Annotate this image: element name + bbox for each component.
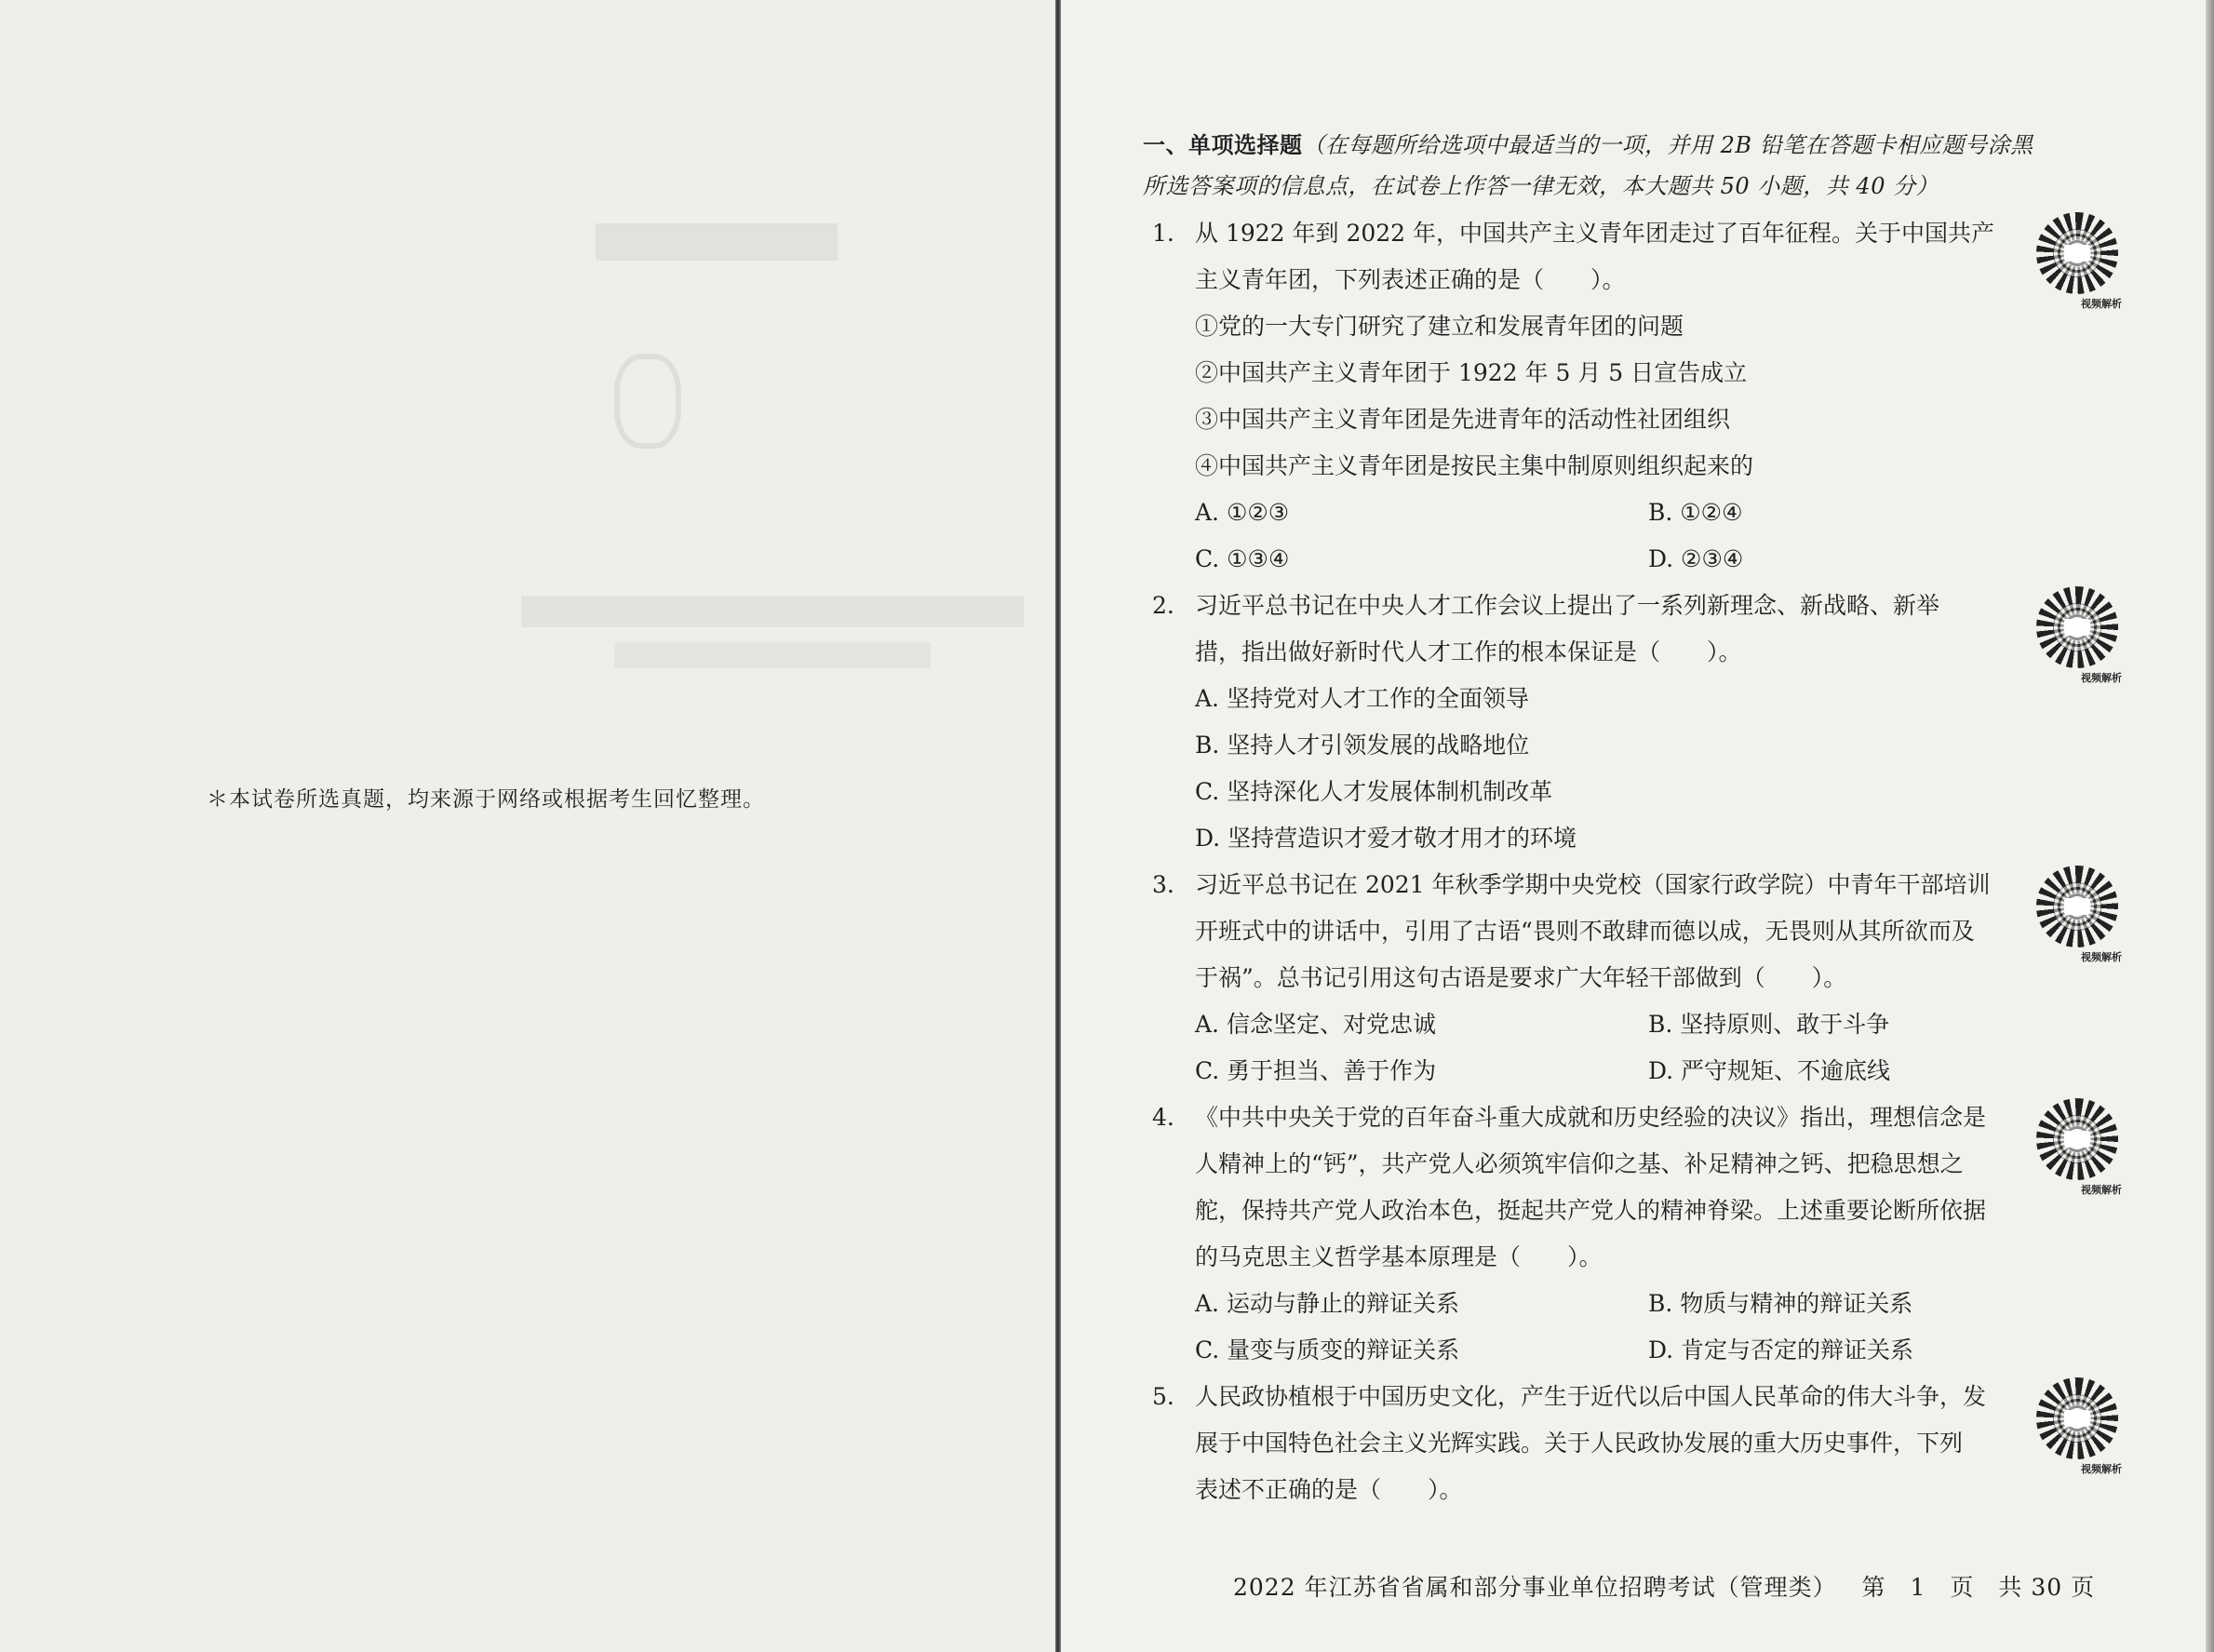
statement: ②中国共产主义青年团于 1922 年 5 月 5 日宣告成立: [1195, 359, 1748, 386]
question-3: [1143, 862, 2122, 1095]
option-a: A. 信念坚定、对党忠诚: [1195, 1011, 1436, 1038]
question-number: 4.: [1152, 1104, 1174, 1131]
option-c: C. 量变与质变的辩证关系: [1195, 1336, 1460, 1363]
statement: ③中国共产主义青年团是先进青年的活动性社团组织: [1195, 406, 1731, 433]
section-title: 一、单项选择题: [1143, 131, 1303, 158]
page-edge: [2206, 0, 2214, 1652]
option-row: [1143, 490, 2101, 536]
source-note: ＊本试卷所选真题，均来源于网络或根据考生回忆整理。: [207, 787, 765, 812]
option-b: B. 坚持原则、敢于斗争: [1648, 1011, 1890, 1038]
page-footer: [1233, 1569, 2095, 1603]
statement: ④中国共产主义青年团是按民主集中制原则组织起来的: [1195, 452, 1754, 479]
section-desc-2: 所选答案项的信息点，在试卷上作答一律无效，本大题共 50 小题，共 40 分）: [1143, 173, 1939, 199]
question-stem-line: 3. 习近平总书记在 2021 年秋季学期中央党校（国家行政学院）中青年干部培训: [1143, 862, 2101, 908]
question-stem-line: 主义青年团，下列表述正确的是（ ）。: [1195, 266, 1626, 293]
left-page: [0, 0, 1055, 1652]
footer-page-number: 第 1 页 共 30 页: [1861, 1574, 2096, 1601]
qr-caption: 视频解析: [2081, 1463, 2122, 1475]
option-b: B. 物质与精神的辩证关系: [1648, 1290, 1913, 1317]
question-stem-line: 开班式中的讲话中，引用了古语“畏则不敢肆而德以成，无畏则从其所欲而及: [1195, 918, 1975, 945]
exam-content: [1143, 121, 2122, 1513]
option-a: A. 坚持党对人才工作的全面领导: [1195, 685, 1529, 712]
option-row: [1143, 536, 2101, 583]
question-number: 3.: [1152, 871, 1174, 898]
option-row: [1143, 1327, 2101, 1374]
qr-caption: 视频解析: [2081, 951, 2122, 963]
question-number: 2.: [1152, 592, 1174, 619]
question-4: [1143, 1095, 2122, 1374]
option-c: C. 勇于担当、善于作为: [1195, 1057, 1437, 1084]
option-a: A. 运动与静止的辩证关系: [1195, 1290, 1459, 1317]
question-stem-line: 2. 习近平总书记在中央人才工作会议上提出了一系列新理念、新战略、新举: [1143, 583, 2101, 629]
option-row: [1143, 1001, 2101, 1048]
option-b: B. 坚持人才引领发展的战略地位: [1195, 732, 1530, 759]
footer-exam-title: 2022 年江苏省省属和部分事业单位招聘考试（管理类）: [1233, 1574, 1837, 1601]
option-d: D. 肯定与否定的辩证关系: [1648, 1336, 1914, 1363]
bleed-through-mark: [521, 596, 1024, 627]
question-stem-line: 舵，保持共产党人政治本色，挺起共产党人的精神脊梁。上述重要论断所依据: [1195, 1197, 1987, 1224]
bleed-through-mark: [614, 354, 681, 449]
option-row: [1143, 1281, 2101, 1327]
question-2: [1143, 583, 2122, 862]
option-d: D. 坚持营造识才爱才敬才用才的环境: [1195, 825, 1577, 852]
option-b: B. ①②④: [1648, 499, 1743, 526]
question-number: 5.: [1152, 1383, 1174, 1410]
question-stem-line: 的马克思主义哲学基本原理是（ ）。: [1195, 1243, 1603, 1270]
statement: ①党的一大专门研究了建立和发展青年团的问题: [1195, 313, 1684, 340]
question-stem-line: 人精神上的“钙”，共产党人必须筑牢信仰之基、补足精神之钙、把稳思想之: [1195, 1150, 1964, 1177]
question-stem-line: 5. 人民政协植根于中国历史文化，产生于近代以后中国人民革命的伟大斗争，发: [1143, 1374, 2101, 1420]
qr-caption: 视频解析: [2081, 1184, 2122, 1196]
question-stem-line: 4. 《中共中央关于党的百年奋斗重大成就和历史经验的决议》指出，理想信念是: [1143, 1095, 2101, 1141]
option-row: [1143, 1048, 2101, 1095]
qr-caption: 视频解析: [2081, 298, 2122, 310]
section-desc-1: （在每题所给选项中最适当的一项，并用 2B 铅笔在答题卡相应题号涂黑: [1302, 132, 2033, 158]
option-d: D. ②③④: [1648, 545, 1744, 572]
bleed-through-mark: [614, 642, 931, 668]
question-number: 1.: [1152, 220, 1174, 247]
option-a: A. ①②③: [1195, 499, 1290, 526]
question-5: [1143, 1374, 2122, 1513]
bleed-through-mark: [596, 223, 838, 261]
question-stem-line: 措，指出做好新时代人才工作的根本保证是（ ）。: [1195, 638, 1742, 665]
option-c: C. 坚持深化人才发展体制机制改革: [1195, 778, 1553, 805]
qr-caption: 视频解析: [2081, 672, 2122, 684]
question-stem-line: 表述不正确的是（ ）。: [1195, 1476, 1463, 1503]
question-stem-line: 展于中国特色社会主义光辉实践。关于人民政协发展的重大历史事件，下列: [1195, 1430, 1964, 1457]
question-stem-line: 于祸”。总书记引用这句古语是要求广大年轻干部做到（ ）。: [1195, 964, 1847, 991]
question-stem-line: 1. 从 1922 年到 2022 年，中国共产主义青年团走过了百年征程。关于中国共产: [1143, 210, 2101, 257]
option-d: D. 严守规矩、不逾底线: [1648, 1057, 1891, 1084]
option-c: C. ①③④: [1195, 545, 1290, 572]
question-1: [1143, 210, 2122, 583]
